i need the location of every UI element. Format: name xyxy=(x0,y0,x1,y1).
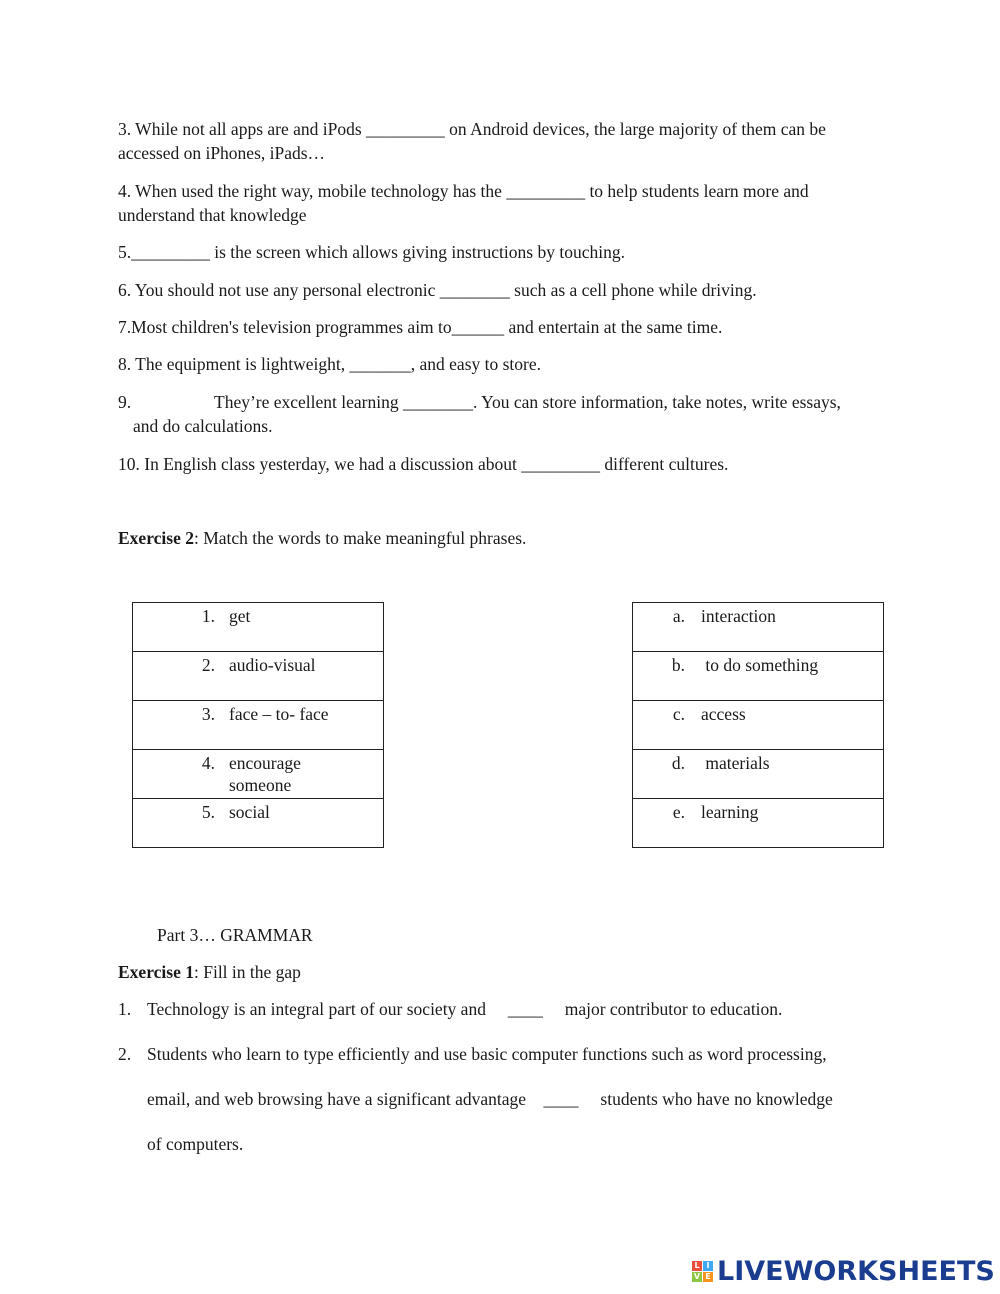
match-right-cell[interactable] xyxy=(633,701,884,750)
match-left-cell[interactable] xyxy=(133,750,384,799)
liveworksheets-logo xyxy=(692,1256,995,1286)
question-5: 5._________ is the screen which allows giving instructions by touching. xyxy=(118,242,625,262)
grammar-item-2-number: 2. xyxy=(118,1044,132,1064)
match-right-cell[interactable] xyxy=(633,652,884,701)
match-left-number: 5. xyxy=(201,802,215,822)
part-3-heading: Part 3… GRAMMAR xyxy=(157,925,313,945)
match-table-left xyxy=(132,602,384,848)
question-4-line-2: understand that knowledge xyxy=(118,205,307,225)
question-9-line-2: and do calculations. xyxy=(133,416,273,436)
match-left-cell[interactable] xyxy=(133,652,384,701)
match-left-cell[interactable] xyxy=(133,701,384,750)
exercise-2-instruction: : Match the words to make meaningful phrases. xyxy=(193,528,527,548)
match-right-text: materials xyxy=(701,753,770,773)
match-left-number: 3. xyxy=(201,704,215,724)
match-left-number: 4. xyxy=(201,753,215,773)
exercise-1-instruction: : Fill in the gap xyxy=(193,962,301,982)
grammar-item-2-line-2: email, and web browsing have a significant advantage ____ students who have no knowledge xyxy=(147,1089,833,1109)
match-right-text: to do something xyxy=(701,655,819,675)
grammar-item-2-line-1: Students who learn to type efficiently and use basic computer functions such as word processing, xyxy=(147,1044,827,1064)
match-right-letter: a. xyxy=(672,606,685,626)
match-right-letter: c. xyxy=(672,704,685,724)
grammar-item-1-text: Technology is an integral part of our society and ____ major contributor to education. xyxy=(147,999,783,1019)
logo-tile: E xyxy=(703,1272,713,1282)
match-left-text: audio-visual xyxy=(229,655,316,675)
exercise-2-label: Exercise 2 xyxy=(118,528,194,548)
logo-tile: I xyxy=(703,1261,713,1271)
logo-tile: V xyxy=(693,1271,701,1281)
grammar-item-2-line-3: of computers. xyxy=(147,1134,244,1154)
question-8: 8. The equipment is lightweight, _______, and easy to store. xyxy=(118,354,542,374)
match-left-cell[interactable] xyxy=(133,603,384,652)
match-right-letter: e. xyxy=(672,802,685,822)
match-table-right xyxy=(632,602,884,848)
match-left-text: encourage xyxy=(229,753,301,773)
match-right-cell[interactable] xyxy=(633,799,884,848)
match-right-cell[interactable] xyxy=(633,603,884,652)
exercise-1-label: Exercise 1 xyxy=(118,962,194,982)
question-4-line-1: 4. When used the right way, mobile technology has the _________ to help students learn more and xyxy=(118,181,809,201)
question-6: 6. You should not use any personal electronic ________ such as a cell phone while driving. xyxy=(118,280,757,300)
match-left-text: get xyxy=(229,606,251,626)
question-3-line-2: accessed on iPhones, iPads… xyxy=(118,143,326,163)
match-left-text: face – to- face xyxy=(229,704,329,724)
question-9-number: 9. xyxy=(118,392,132,412)
logo-tiles-icon xyxy=(692,1261,713,1282)
match-left-text-continued: someone xyxy=(229,775,292,795)
match-right-text: learning xyxy=(701,802,759,822)
match-right-letter: d. xyxy=(671,753,685,773)
match-right-cell[interactable] xyxy=(633,750,884,799)
question-10: 10. In English class yesterday, we had a discussion about _________ different cultures. xyxy=(118,454,729,474)
grammar-item-1-number: 1. xyxy=(118,999,132,1019)
match-left-text: social xyxy=(229,802,270,822)
match-left-cell[interactable] xyxy=(133,799,384,848)
match-right-text: interaction xyxy=(701,606,776,626)
question-3-line-1: 3. While not all apps are and iPods _________ on Android devices, the large majority of them can be xyxy=(118,119,826,139)
match-right-text: access xyxy=(701,704,746,724)
exercise-2-heading xyxy=(118,528,526,549)
logo-text: LIVEWORKSHEETS xyxy=(717,1255,995,1287)
logo-tile: L xyxy=(692,1261,702,1271)
question-9-line-1: They’re excellent learning ________. You can store information, take notes, write essays, xyxy=(214,392,841,412)
match-right-letter: b. xyxy=(671,655,685,675)
match-left-number: 2. xyxy=(201,655,215,675)
question-7: 7.Most children's television programmes aim to______ and entertain at the same time. xyxy=(118,317,723,337)
exercise-1-heading xyxy=(118,962,301,983)
match-left-number: 1. xyxy=(201,606,215,626)
